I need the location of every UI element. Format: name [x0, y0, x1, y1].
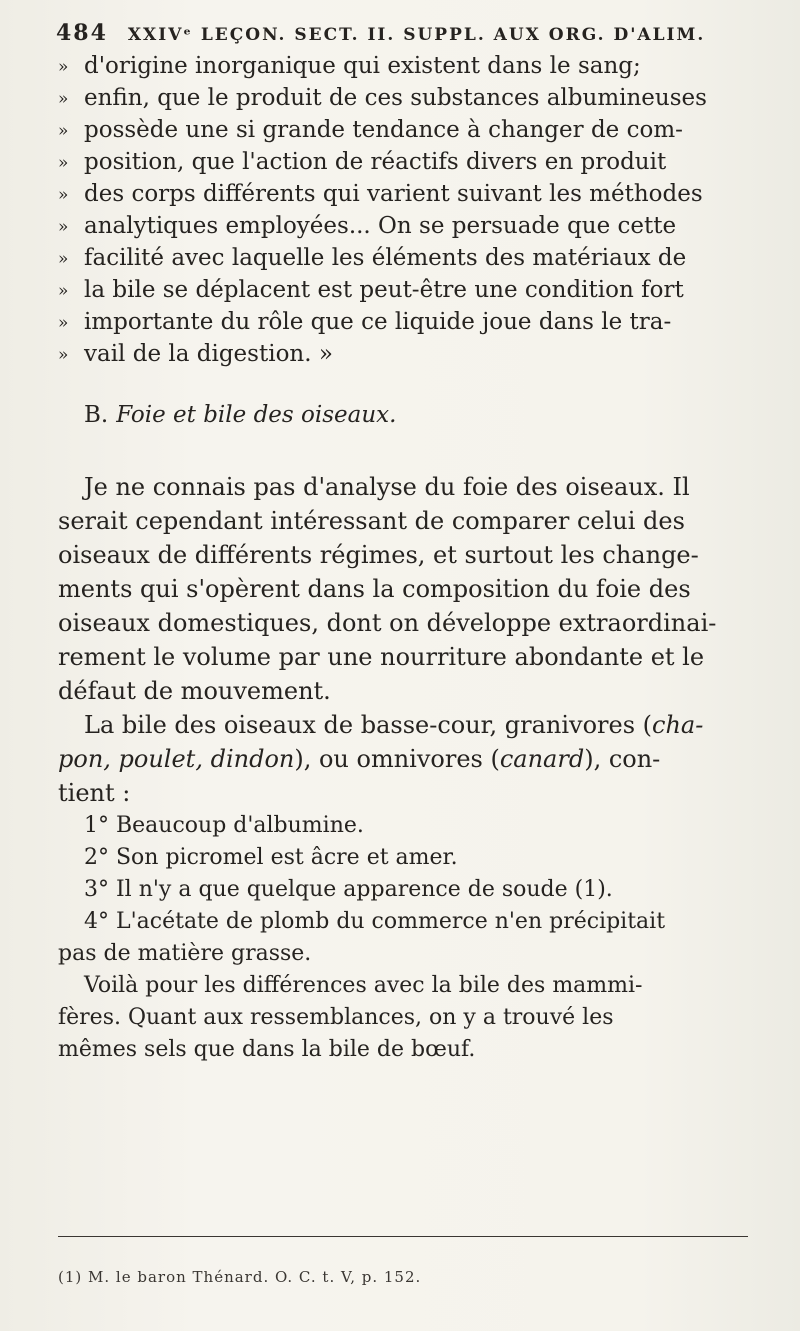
quote-line — [58, 146, 748, 178]
quote-marker: » — [58, 57, 69, 77]
quote-marker: » — [58, 89, 69, 109]
quote-marker: » — [58, 217, 69, 237]
list-item: 2° Son picromel est âcre et amer. — [84, 845, 458, 870]
section-title-text: Foie et bile des oiseaux. — [116, 402, 397, 428]
quote-line — [58, 114, 748, 146]
quote-marker: » — [58, 121, 69, 141]
text-run: La bile des oiseaux de basse-cour, granivores ( — [84, 711, 653, 739]
paragraph-line: pas de matière grasse. — [58, 941, 312, 966]
quote-line-text: analytiques employées... On se persuade que cette — [84, 213, 677, 239]
page-number: 484 — [56, 20, 108, 46]
quote-line-text: facilité avec laquelle les éléments des matériaux de — [84, 245, 687, 271]
quote-line — [58, 178, 748, 210]
numbered-list — [58, 810, 748, 1066]
quote-line — [58, 274, 748, 306]
quote-line-text: d'origine inorganique qui existent dans le sang; — [84, 53, 641, 79]
quote-line — [58, 210, 748, 242]
quote-line-text: possède une si grande tendance à changer de com- — [84, 117, 683, 143]
quote-line — [58, 242, 748, 274]
paragraph-line — [58, 742, 748, 776]
list-item: 3° Il n'y a que quelque apparence de soude (1). — [84, 877, 613, 902]
section-heading — [84, 402, 396, 428]
footnote: (1) M. le baron Thénard. O. C. t. V, p. 152. — [58, 1268, 422, 1286]
section-label: B. — [84, 402, 109, 428]
paragraph-line: tient : — [58, 779, 131, 807]
text-run: ), ou omnivores ( — [294, 745, 500, 773]
quote-marker: » — [58, 153, 69, 173]
quote-line — [58, 338, 748, 370]
footnote-divider — [58, 1236, 748, 1237]
paragraph-line: mêmes sels que dans la bile de bœuf. — [58, 1037, 476, 1062]
quote-marker: » — [58, 249, 69, 269]
list-item: 1° Beaucoup d'albumine. — [84, 813, 364, 838]
quote-line — [58, 82, 748, 114]
quote-marker: » — [58, 185, 69, 205]
paragraph-line: serait cependant intéressant de comparer celui des — [58, 507, 685, 535]
quote-line-text: vail de la digestion. » — [84, 341, 333, 367]
italic-run: canard — [499, 745, 585, 773]
italic-run: pon, poulet, dindon — [58, 745, 295, 773]
italic-run: cha- — [652, 711, 704, 739]
quote-line — [58, 50, 748, 82]
list-item: 4° L'acétate de plomb du commerce n'en précipitait — [84, 909, 666, 934]
quote-marker: » — [58, 313, 69, 333]
body-text — [58, 470, 748, 1066]
text-run: ), con- — [584, 745, 661, 773]
quote-marker: » — [58, 345, 69, 365]
paragraph-line — [58, 708, 748, 742]
quote-line-text: position, que l'action de réactifs divers en produit — [84, 149, 667, 175]
quote-marker: » — [58, 281, 69, 301]
paragraph-line: rement le volume par une nourriture abondante et le — [58, 643, 705, 671]
paragraph-line: Voilà pour les différences avec la bile des mammi- — [84, 973, 643, 998]
quote-line — [58, 306, 748, 338]
quotation-block — [58, 50, 748, 370]
paragraph-line: défaut de mouvement. — [58, 677, 331, 705]
running-header — [56, 20, 705, 46]
quote-line-text: enfin, que le produit de ces substances albumineuses — [84, 85, 707, 111]
paragraph-line: ments qui s'opèrent dans la composition du foie des — [58, 575, 691, 603]
quote-line-text: des corps différents qui varient suivant les méthodes — [84, 181, 703, 207]
paragraph-line: oiseaux de différents régimes, et surtout les change- — [58, 541, 699, 569]
paragraph-line: Je ne connais pas d'analyse du foie des oiseaux. Il — [84, 473, 690, 501]
paragraph-line: oiseaux domestiques, dont on développe extraordinai- — [58, 609, 717, 637]
quote-line-text: la bile se déplacent est peut-être une condition fort — [84, 277, 684, 303]
running-title: XXIVᵉ LEÇON. SECT. II. SUPPL. AUX ORG. D'ALIM. — [127, 25, 706, 45]
quote-line-text: importante du rôle que ce liquide joue dans le tra- — [84, 309, 672, 335]
paragraph-line: fères. Quant aux ressemblances, on y a trouvé les — [58, 1005, 614, 1030]
